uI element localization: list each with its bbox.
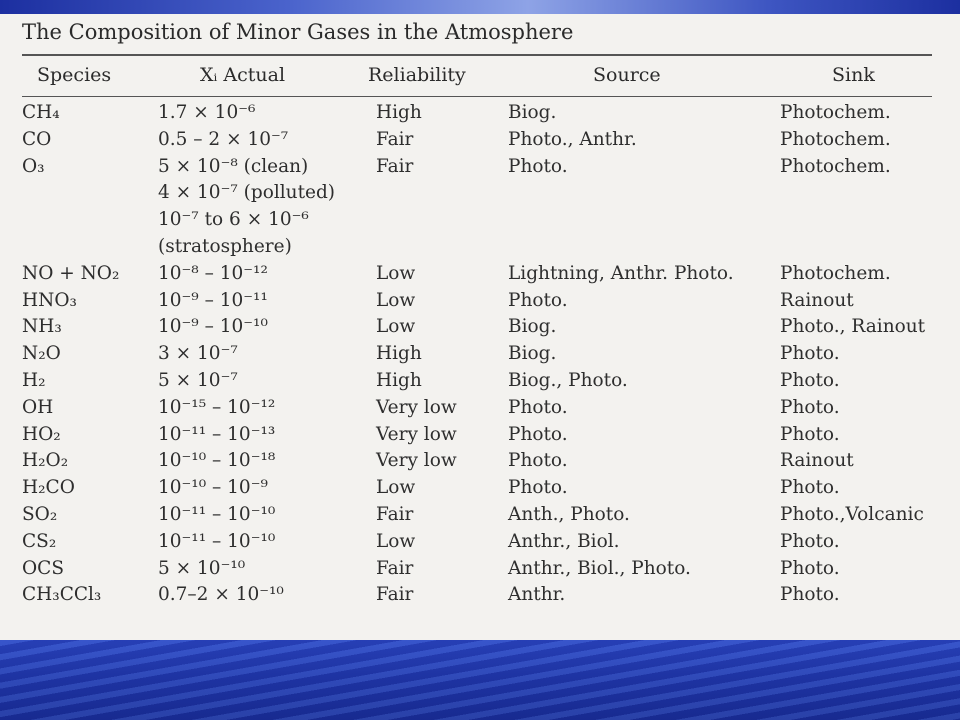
species-cell: H₂ [22, 370, 46, 391]
header-bottom-rule [22, 96, 932, 97]
x-actual-cell: 3 × 10⁻⁷ [158, 343, 238, 365]
table-row [0, 316, 960, 343]
reliability-cell: High [376, 102, 422, 123]
x-actual-cell: 10⁻¹⁰ – 10⁻⁹ [158, 477, 268, 499]
species-cell: CH₃CCl₃ [22, 584, 102, 606]
source-cell: Photo. [508, 423, 568, 445]
source-cell: Photo. [508, 289, 568, 311]
reliability-cell: Fair [376, 557, 414, 579]
table-row [0, 156, 960, 183]
source-cell: Anthr., Biol., Photo. [508, 557, 691, 579]
species-cell: H₂CO [22, 477, 75, 499]
reliability-cell: Fair [376, 155, 414, 177]
table-row [0, 129, 960, 156]
source-cell: Biog., Photo. [508, 370, 628, 391]
column-header-x-actual: Xᵢ Actual [200, 64, 286, 86]
column-header-reliability: Reliability [368, 64, 466, 86]
species-cell: O₃ [22, 155, 45, 177]
reliability-cell: Very low [376, 396, 457, 418]
species-cell: H₂O₂ [22, 450, 69, 472]
x-actual-cell: 10⁻¹¹ – 10⁻¹⁰ [158, 530, 276, 552]
table-row [0, 424, 960, 451]
reliability-cell: Low [376, 289, 416, 311]
x-actual-cell: 0.7–2 × 10⁻¹⁰ [158, 584, 284, 606]
x-actual-cell: (stratosphere) [158, 236, 292, 257]
reliability-cell: Fair [376, 504, 414, 525]
sink-cell: Photo., Rainout [780, 316, 926, 338]
top-decorative-band [0, 0, 960, 14]
sink-cell: Photo. [780, 343, 840, 365]
sink-cell: Photo.,Volcanic [780, 504, 924, 525]
sink-cell: Photochem. [780, 102, 891, 123]
reliability-cell: Low [376, 316, 416, 338]
x-actual-cell: 10⁻⁷ to 6 × 10⁻⁶ [158, 209, 309, 231]
reliability-cell: Fair [376, 584, 414, 606]
species-cell: NH₃ [22, 316, 62, 338]
source-cell: Photo., Anthr. [508, 128, 637, 150]
table-row [0, 450, 960, 477]
table-row [0, 236, 960, 263]
x-actual-cell: 10⁻¹¹ – 10⁻¹⁰ [158, 504, 276, 525]
species-cell: SO₂ [22, 504, 58, 525]
x-actual-cell: 10⁻⁹ – 10⁻¹¹ [158, 289, 268, 311]
bottom-decorative-band [0, 640, 960, 720]
reliability-cell: High [376, 370, 422, 391]
x-actual-cell: 1.7 × 10⁻⁶ [158, 102, 256, 123]
source-cell: Anthr. [508, 584, 566, 606]
species-cell: HNO₃ [22, 289, 77, 311]
column-header-species: Species [37, 64, 112, 86]
source-cell: Anth., Photo. [508, 504, 630, 525]
x-actual-cell: 5 × 10⁻¹⁰ [158, 557, 246, 579]
sink-cell: Photochem. [780, 262, 891, 284]
table-row [0, 397, 960, 424]
x-actual-cell: 5 × 10⁻⁷ [158, 370, 238, 391]
sink-cell: Photo. [780, 530, 840, 552]
table-row [0, 584, 960, 611]
sink-cell: Photo. [780, 477, 840, 499]
species-cell: HO₂ [22, 423, 61, 445]
x-actual-cell: 10⁻¹⁰ – 10⁻¹⁸ [158, 450, 276, 472]
source-cell: Lightning, Anthr. Photo. [508, 262, 734, 284]
source-cell: Biog. [508, 316, 557, 338]
x-actual-cell: 10⁻¹⁵ – 10⁻¹² [158, 396, 276, 418]
source-cell: Biog. [508, 102, 557, 123]
table-title: The Composition of Minor Gases in the Atmosphere [22, 20, 574, 44]
sink-cell: Photo. [780, 584, 840, 606]
x-actual-cell: 4 × 10⁻⁷ (polluted) [158, 182, 336, 204]
x-actual-cell: 10⁻⁸ – 10⁻¹² [158, 262, 268, 284]
source-cell: Photo. [508, 155, 568, 177]
table-row [0, 182, 960, 209]
sink-cell: Photo. [780, 370, 840, 391]
reliability-cell: High [376, 343, 422, 365]
reliability-cell: Low [376, 262, 416, 284]
table-row [0, 343, 960, 370]
table-row [0, 558, 960, 585]
table-row [0, 370, 960, 397]
sink-cell: Rainout [780, 450, 854, 472]
species-cell: OCS [22, 557, 64, 579]
sink-cell: Photochem. [780, 155, 891, 177]
reliability-cell: Very low [376, 423, 457, 445]
species-cell: CO [22, 128, 52, 150]
source-cell: Biog. [508, 343, 557, 365]
species-cell: CS₂ [22, 530, 57, 552]
table-row [0, 477, 960, 504]
species-cell: OH [22, 396, 54, 418]
table-row [0, 504, 960, 531]
source-cell: Photo. [508, 477, 568, 499]
x-actual-cell: 10⁻⁹ – 10⁻¹⁰ [158, 316, 268, 338]
reliability-cell: Low [376, 477, 416, 499]
table-row [0, 263, 960, 290]
x-actual-cell: 10⁻¹¹ – 10⁻¹³ [158, 423, 276, 445]
table-document [0, 14, 960, 640]
reliability-cell: Fair [376, 128, 414, 150]
column-header-sink: Sink [832, 64, 875, 86]
sink-cell: Photo. [780, 423, 840, 445]
x-actual-cell: 5 × 10⁻⁸ (clean) [158, 155, 309, 177]
sink-cell: Photo. [780, 396, 840, 418]
reliability-cell: Very low [376, 450, 457, 472]
x-actual-cell: 0.5 – 2 × 10⁻⁷ [158, 128, 289, 150]
header-top-rule [22, 54, 932, 56]
source-cell: Photo. [508, 396, 568, 418]
table-row [0, 531, 960, 558]
species-cell: NO + NO₂ [22, 262, 120, 284]
table-row [0, 102, 960, 129]
table-row [0, 290, 960, 317]
reliability-cell: Low [376, 530, 416, 552]
sink-cell: Rainout [780, 289, 854, 311]
table-row [0, 209, 960, 236]
column-header-source: Source [593, 64, 661, 86]
species-cell: CH₄ [22, 102, 60, 123]
species-cell: N₂O [22, 343, 61, 365]
source-cell: Anthr., Biol. [508, 530, 620, 552]
sink-cell: Photo. [780, 557, 840, 579]
sink-cell: Photochem. [780, 128, 891, 150]
source-cell: Photo. [508, 450, 568, 472]
